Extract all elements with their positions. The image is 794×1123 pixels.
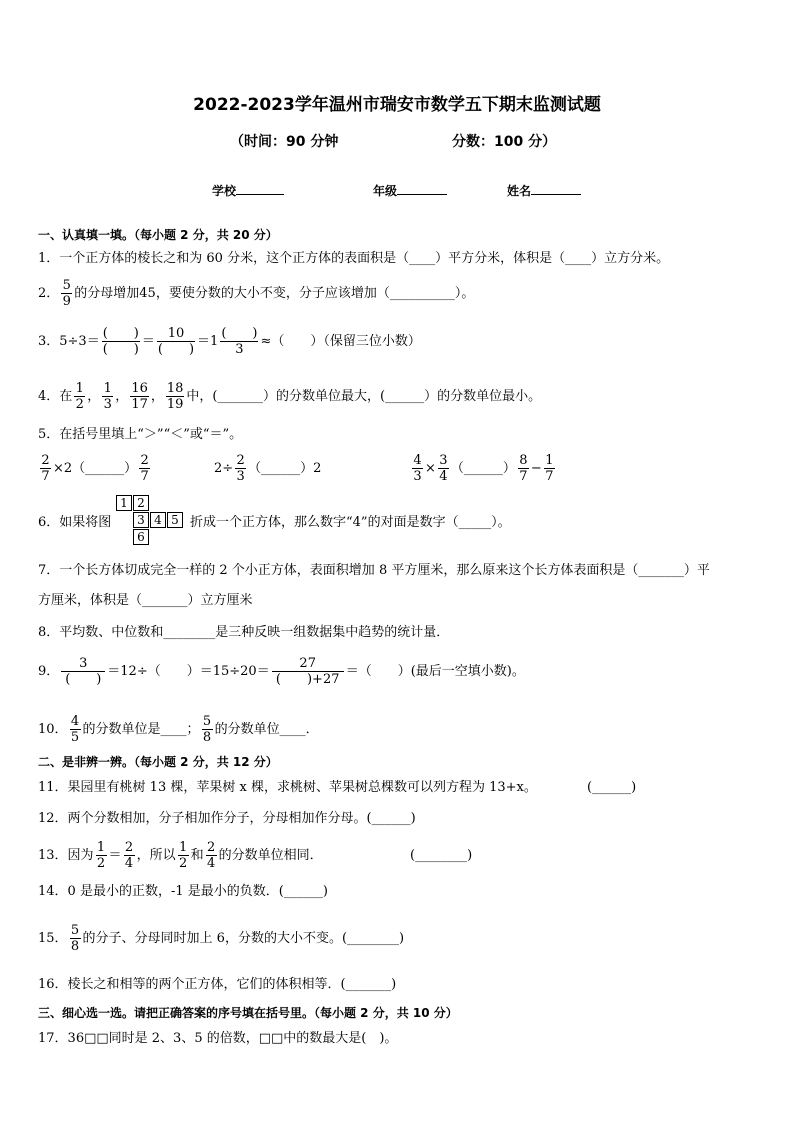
q3-fraction-2: $\frac{10}{( )}$: [157, 326, 195, 357]
question-1: 1．一个正方体的棱长之和为 60 分米，这个正方体的表面积是（____）平方分米，体积是（____）立方分米。: [38, 251, 670, 266]
q3-equals-one: ＝1: [197, 334, 219, 349]
question-8: 8．平均数、中位数和________是三种反映一组数据集中趋势的统计量．: [38, 625, 450, 640]
q6-prefix: 6．如果将图: [38, 515, 112, 530]
q5-comparison-b: 2÷ $\frac{2}{3}$ （______）2: [214, 453, 322, 484]
q3-number: 3．5÷3＝: [38, 334, 100, 349]
q5-comparison-a: $\frac{2}{7}$ ×2（______） $\frac{2}{7}$: [41, 453, 149, 484]
section-3-heading: 三、细心选一选。请把正确答案的序号填在括号里。（每小题 2 分，共 10 分）: [38, 1006, 458, 1020]
question-9: 9． $\frac{3}{( )}$ ＝12÷（ ）＝15÷20＝ $\frac{27}{( )+27}$ ＝（ ）(最后一空填小数)。: [38, 656, 525, 687]
name-label: 姓名: [507, 184, 532, 198]
q4-fraction-1: $\frac{1}{2}$: [75, 381, 84, 412]
name-field: [507, 182, 581, 199]
school-blank: [236, 194, 284, 195]
q4-fraction-2: $\frac{1}{3}$: [103, 381, 112, 412]
q13-blank: (________): [410, 848, 473, 863]
grade-field: [373, 182, 447, 199]
q3-equals: ＝: [141, 334, 155, 349]
q4-fraction-4: $\frac{18}{19}$: [166, 381, 184, 412]
exam-score: 分数：100 分）: [452, 134, 557, 150]
q9-fraction-2: $\frac{27}{( )+27}$: [272, 656, 344, 687]
q6-text: 折成一个正方体，那么数字“4”的对面是数字（_____）。: [190, 515, 511, 530]
q3-approx: ≈（ ）（保留三位小数）: [260, 334, 421, 349]
q4-fraction-3: $\frac{16}{17}$: [131, 381, 148, 412]
question-3: [38, 326, 421, 357]
grade-label: 年级: [373, 184, 398, 198]
question-2: [38, 278, 474, 309]
question-5: 5．在括号里填上“＞”“＜”或“＝”。: [38, 427, 243, 442]
question-10: 10． $\frac{4}{5}$ 的分数单位是____； $\frac{5}{8}$ 的分数单位____．: [38, 714, 319, 745]
question-7-line-1: 7．一个长方体切成完全一样的 2 个小正方体，表面积增加 8 平方厘米，那么原来这个长方体表面积是（_______）平: [38, 563, 710, 578]
page-title: 2022-2023学年温州市瑞安市数学五下期末监测试题: [193, 95, 601, 115]
q4-text: 中，(_______）的分数单位最大，(______）的分数单位最小。: [186, 389, 542, 404]
net-cell-4: 4: [150, 512, 166, 528]
section-2-heading: 二、是非辨一辨。（每小题 2 分，共 12 分）: [38, 755, 278, 769]
q9-fraction-1: $\frac{3}{( )}$: [61, 656, 105, 687]
exam-time: （时间：90 分钟: [230, 134, 339, 150]
school-field: [212, 182, 284, 199]
net-cell-5: 5: [167, 512, 183, 528]
net-cell-6: 6: [133, 529, 149, 545]
question-13: 13．因为 $\frac{1}{2}$ ＝ $\frac{2}{4}$ ，所以 $\frac{1}{2}$ 和 $\frac{2}{4}$ 的分数单位相同．: [38, 840, 323, 871]
net-cell-2: 2: [133, 495, 149, 511]
question-15: 15． $\frac{5}{8}$ 的分子、分母同时加上 6，分数的大小不变。(________): [38, 923, 405, 954]
section-1-heading: 一、认真填一填。（每小题 2 分，共 20 分）: [38, 228, 278, 242]
cube-net-figure: [116, 495, 192, 551]
name-blank: [531, 194, 581, 195]
q3-fraction-3: $\frac{( )}{3}$: [221, 326, 258, 357]
q4-number: 4．在: [38, 389, 73, 404]
grade-blank: [397, 194, 447, 195]
q2-number: 2．: [38, 286, 60, 301]
question-14: 14．0 是最小的正数，-1 是最小的负数．(______): [38, 884, 328, 899]
school-label: 学校: [212, 184, 237, 198]
q2-fraction: $\frac{5}{9}$: [62, 278, 71, 309]
q3-fraction-1: $\frac{( )}{( )}$: [102, 326, 139, 357]
net-cell-1: 1: [116, 495, 132, 511]
question-4: 4．在 $\frac{1}{2}$ ， $\frac{1}{3}$ ， $\frac{16}{17}$ ， $\frac{18}{19}$ 中，(_______）的分数单位最大，(______）的分数单位最小。: [38, 381, 542, 412]
q11-blank: (______): [587, 780, 637, 795]
question-12: 12．两个分数相加，分子相加作分子，分母相加作分母。(______): [38, 811, 416, 826]
question-11: 11．果园里有桃树 13 棵，苹果树 x 棵，求桃树、苹果树总棵数可以列方程为 13+x。: [38, 780, 537, 795]
q2-text: 的分母增加45，要使分数的大小不变，分子应该增加（__________）。: [74, 286, 475, 301]
net-cell-3: 3: [133, 512, 149, 528]
question-16: 16．棱长之和相等的两个正方体，它们的体积相等．(_______): [38, 977, 397, 992]
q5-comparison-c: $\frac{4}{3}$ × $\frac{3}{4}$ （______） $\frac{8}{7}$ − $\frac{1}{7}$: [413, 453, 554, 484]
question-7-line-2: 方厘米，体积是（_______）立方厘米: [38, 593, 253, 608]
question-17: 17．36□□同时是 2、3、5 的倍数，□□中的数最大是( )。: [38, 1031, 398, 1046]
